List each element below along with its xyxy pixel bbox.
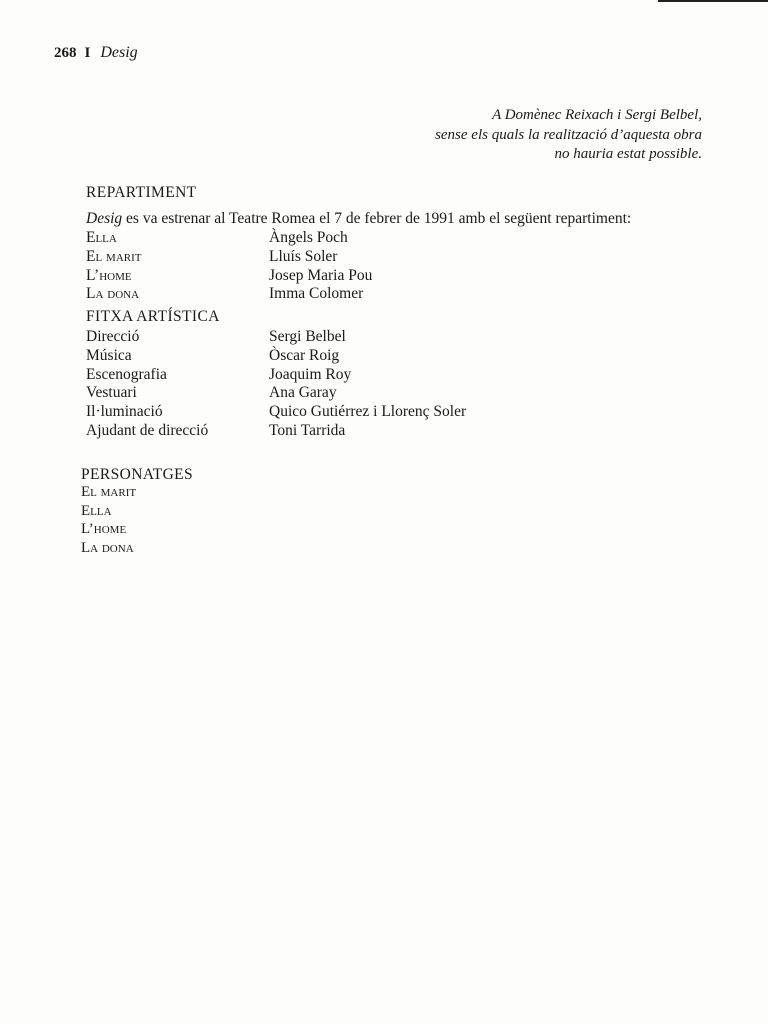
character-item: Ella [81, 502, 112, 519]
actor-name: Àngels Poch [269, 229, 348, 246]
header-separator: I [84, 45, 91, 61]
page-number: 268 [54, 45, 77, 61]
actor-name: Josep Maria Pou [269, 266, 373, 284]
character-item: L’home [81, 521, 127, 537]
book-title: Desig [100, 44, 138, 61]
actor-name: Lluís Soler [269, 247, 338, 265]
actor-name: Imma Colomer [269, 285, 364, 303]
dedication-line: sense els quals la realització d’aquesta obra [435, 126, 702, 143]
crew-person: Ana Garay [269, 384, 337, 402]
crew-person: Quico Gutiérrez i Llorenç Soler [269, 403, 467, 421]
premiere-note [86, 210, 631, 228]
character-role: Ella [86, 229, 117, 246]
premiere-text: es va estrenar al Teatre Romea el 7 de febrer de 1991 amb el següent repartiment: [122, 210, 632, 227]
dedication-line: A Domènec Reixach i Sergi Belbel, [492, 107, 702, 123]
dedication-line: no hauria estat possible. [554, 146, 702, 162]
crew-role: Vestuari [86, 384, 137, 402]
work-title: Desig [86, 210, 123, 227]
character-item: La dona [81, 539, 134, 556]
crew-role: Música [86, 346, 132, 364]
character-role: El marit [86, 247, 142, 265]
character-role: La dona [86, 285, 140, 303]
crew-person: Toni Tarrida [269, 421, 346, 439]
character-item: El marit [81, 484, 137, 500]
crew-role: Direcció [86, 328, 140, 345]
crew-role: Ajudant de direcció [86, 421, 209, 439]
characters-list [81, 484, 136, 558]
crew-role: Escenografia [86, 365, 167, 383]
character-role: L’home [86, 266, 132, 284]
cast-heading: REPARTIMENT [86, 184, 197, 201]
crew-heading: FITXA ARTÍSTICA [86, 308, 220, 325]
crew-person: Sergi Belbel [269, 328, 346, 345]
scan-edge-mark [658, 0, 768, 2]
characters-heading: PERSONATGES [81, 466, 194, 483]
crew-person: Joaquim Roy [269, 365, 352, 383]
crew-person: Òscar Roig [269, 346, 340, 364]
dedication [435, 106, 702, 165]
crew-role: Il·luminació [86, 403, 163, 421]
running-header [54, 44, 138, 62]
